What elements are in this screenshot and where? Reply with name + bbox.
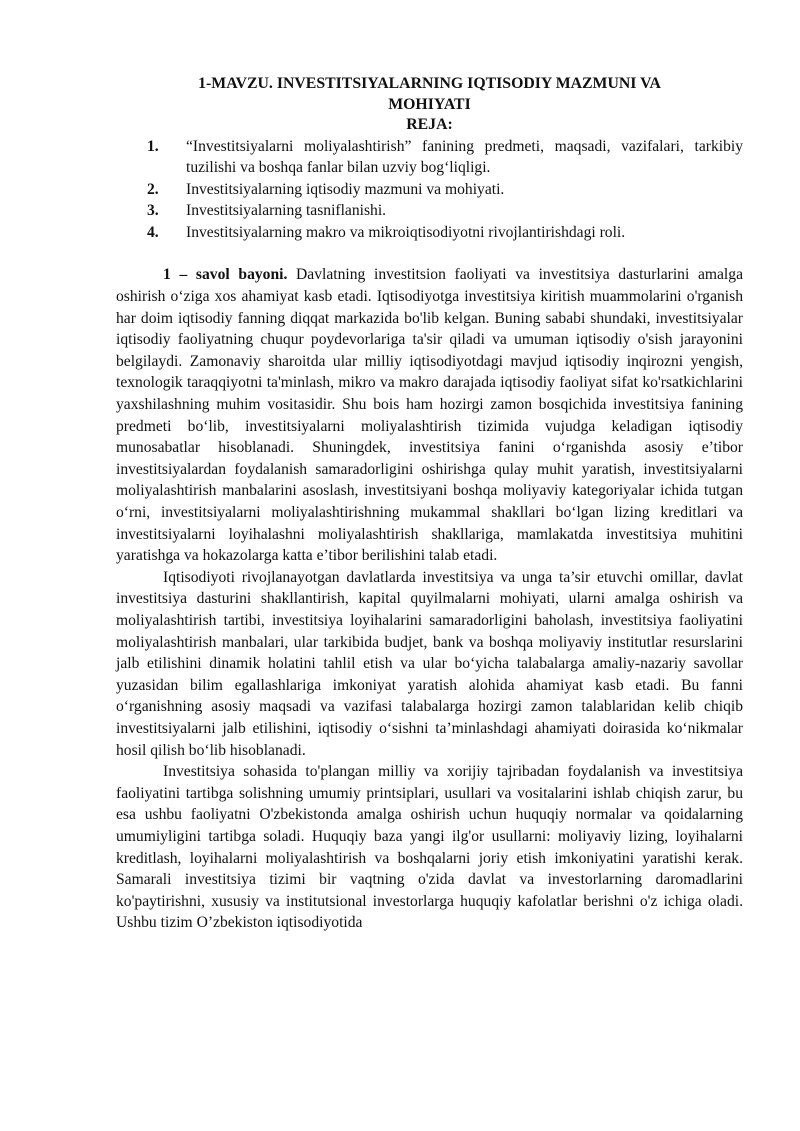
section-lead: 1 – savol bayoni. bbox=[163, 266, 288, 284]
plan-item-number: 1. bbox=[147, 137, 159, 155]
plan-item bbox=[116, 222, 743, 244]
spacer bbox=[116, 243, 743, 264]
plan-label: REJA: bbox=[406, 116, 453, 133]
plan-item bbox=[116, 179, 743, 201]
document-page bbox=[116, 74, 743, 934]
plan-item-number: 3. bbox=[147, 202, 159, 220]
document-title bbox=[116, 74, 743, 136]
plan-item-text: Investitsiyalarning tasniflanishi. bbox=[186, 202, 387, 220]
plan-item-text: Investitsiyalarning makro va mikroiqtisodiyotni rivojlantirishdagi roli. bbox=[186, 223, 626, 241]
plan-item-number: 2. bbox=[147, 180, 159, 198]
paragraph-1-text: Davlatning investitsion faoliyati va investitsiya dasturlarini amalga oshirish o‘ziga xos ahamiyat kasb etadi. Iqtisodiyotga investitsiya kiritish muammolarini o'rganish har doim iqtisodiy fanning diqqat markazida bo'lib kelgan. Buning sababi shundaki, investitsiyalar iqtisodiy faoliyatning chuqur poydevorlariga ta'sir qiladi va umuman iqtisodiy o'sish jarayonini belgilaydi. Zamonaviy sharoitda ular milliy iqtisodiyotdagi mavjud iqtisodiy inqirozni yengish, texnologik taraqqiyotni ta'minlash, mikro va makro darajada iqtisodiy faoliyat sifat ko'rsatkichlarini yaxshilashning muhim vositasidir. Shu bois ham hozirgi zamon bosqichida investitsiya fanining predmeti bo‘lib, investitsiyalarni moliyalashtirish tizimida vujudga keladigan iqtisodiy munosabatlar hisoblanadi. Shuningdek, investitsiya fanini o‘rganishda asosiy e’tibor investitsiyalardan foydalanish samaradorligini oshirishga qulay muhit yaratish, investitsiyalarni moliyalashtirish manbalarini asoslash, investitsiyani boshqa moliyaviy kategoriyalar ichida tutgan o‘rni, investitsiyalarni moliyalashtirishning mukammal shakllari bo‘lgan lizing kreditlari va investitsiyalarni loyihalashni moliyalashtirish shakllariga, mamlakatda investitsiya muhitini yaratishga va hokazolarga katta e’tibor berilishini talab etadi. bbox=[116, 266, 743, 565]
plan-item bbox=[116, 200, 743, 222]
paragraph-3: Investitsiya sohasida to'plangan milliy va xorijiy tajribadan foydalanish va investitsiya faoliyatini tartibga solishning umumiy printsiplari, usullari va vositalarini ishlab chiqish zarur, bu esa ushbu faoliyatni O'zbekistonda amalga oshirish uchun huquqiy normalar va qoidalarning umumiyligini tartibga soladi. Huquqiy baza yangi ilg'or usullarni: moliyaviy lizing, loyihalarni kreditlash, loyihalarni moliyalashtirish va boshqalarni joriy etish imkoniyatini yaratishi kerak. Samarali investitsiya tizimi bir vaqtning o'zida davlat va investorlarning daromadlarini ko'paytirishni, xususiy va institutsional investorlarga huquqiy kafolatlar berishni o'z ichiga oladi. Ushbu tizim O’zbekiston iqtisodiyotida bbox=[116, 763, 743, 932]
plan-item bbox=[116, 136, 743, 179]
paragraph-1 bbox=[116, 264, 743, 566]
plan-item-number: 4. bbox=[147, 223, 159, 241]
paragraph-2: Iqtisodiyoti rivojlanayotgan davlatlarda investitsiya va unga ta’sir etuvchi omillar, davlat investitsiya dasturini shakllantirish, kapital quyilmalarni mohiyati, ularni amalga oshirish va moliyalashtirish tartibi, investitsiya loyihalarini samaradorligini baholash, investitsiya faoliyatini moliyalashtirish manbalari, ular tarkibida budjet, bank va boshqa moliyaviy institutlar resurslarini jalb etilishini dinamik holatini tahlil etish va ular bo‘yicha talabalarga amaliy-nazariy savollar yuzasidan bilim egallashlariga imkoniyat yaratish alohida ahamiyat kasb etadi. Bu fanni o‘rganishning asosiy maqsadi va vazifasi talabalarga hozirgi zamon talablaridan kelib chiqib investitsiyalarni jalb etilishini, iqtisodiy o‘sishni ta’minlashdagi ahamiyati doirasida ko‘nikmalar hosil qilish bo‘lib hisoblanadi. bbox=[116, 568, 743, 759]
plan-item-text: Investitsiyalarning iqtisodiy mazmuni va mohiyati. bbox=[186, 180, 505, 198]
plan-list bbox=[116, 136, 743, 244]
title-line-2: MOHIYATI bbox=[388, 95, 471, 113]
title-line-1: 1-MAVZU. INVESTITSIYALARNING IQTISODIY MAZMUNI VA bbox=[198, 75, 661, 92]
plan-item-text: “Investitsiyalarni moliyalashtirish” fanining predmeti, maqsadi, vazifalari, tarkibiy tuzilishi va boshqa fanlar bilan uzviy bog‘liqligi. bbox=[186, 137, 743, 177]
